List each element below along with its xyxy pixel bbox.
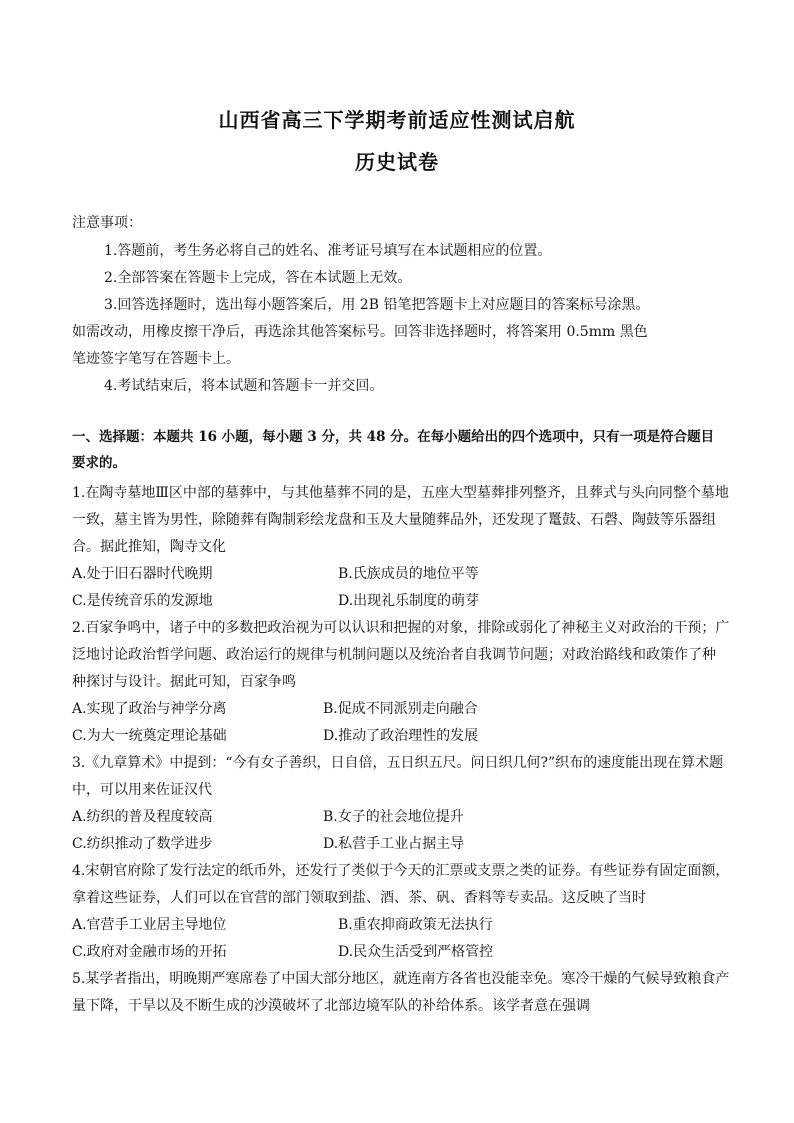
- question-1-stem-line: 一致，墓主皆为男性，除随葬有陶制彩绘龙盘和玉及大量随葬品外，还发现了鼍鼓、石磬、陶鼓等乐器组: [72, 512, 716, 528]
- question-1-option-c: C.是传统音乐的发源地: [72, 593, 213, 609]
- question-2-stem-line: 泛地讨论政治哲学问题、政治运行的规律与机制问题以及统治者自我调节问题；对政治路线和政策作了种: [72, 647, 716, 663]
- section-heading-line: 一、选择题：本题共 16 小题，每小题 3 分，共 48 分。在每小题给出的四个选项中，只有一项是符合题目: [72, 429, 715, 445]
- question-2-option-b: B.促成不同派别走向融合: [323, 701, 478, 717]
- question-1-option-a: A.处于旧石器时代晚期: [72, 566, 213, 582]
- question-1-option-b: B.氏族成员的地位平等: [338, 566, 479, 582]
- question-4-stem-line: 拿着这些证券，人们可以在官营的部门领取到盐、酒、茶、矾、香料等专卖品。这反映了当时: [72, 890, 646, 906]
- question-1-stem-line: 合。据此推知，陶寺文化: [72, 539, 226, 555]
- exam-title: 山西省高三下学期考前适应性测试启航: [218, 108, 576, 132]
- question-4-option-a: A.官营手工业居主导地位: [72, 917, 227, 933]
- question-4-option-b: B.重农抑商政策无法执行: [338, 917, 493, 933]
- question-5-stem-line: 5.某学者指出，明晚期严寒席卷了中国大部分地区，就连南方各省也没能幸免。寒冷干燥的气候导致粮食产: [72, 971, 730, 987]
- section-heading: [72, 424, 722, 476]
- question-4-stem-line: 4.宋朝官府除了发行法定的纸币外，还发行了类似于今天的汇票或支票之类的证券。有些证券有固定面额，: [72, 863, 730, 879]
- question-4-option-c: C.政府对金融市场的开拓: [72, 944, 227, 960]
- question-1-stem-line: 1.在陶寺墓地Ⅲ区中部的墓葬中，与其他墓葬不同的是，五座大型墓葬排列整齐，且葬式与头向同整个墓地: [72, 485, 729, 501]
- question-2-stem-line: 种探讨与设计。据此可知，百家争鸣: [72, 674, 296, 690]
- question-3-option-c: C.纺织推动了数学进步: [72, 836, 213, 852]
- question-2-option-c: C.为大一统奠定理论基础: [72, 728, 227, 744]
- question-1-option-d: D.出现礼乐制度的萌芽: [338, 593, 480, 609]
- notice-line: 1.答题前，考生务必将自己的姓名、准考证号填写在本试题相应的位置。: [104, 243, 552, 259]
- notice-heading: 注意事项：: [72, 215, 142, 231]
- notice-line: 4.考试结束后，将本试题和答题卡一并交回。: [104, 378, 384, 394]
- question-2-option-a: A.实现了政治与神学分离: [72, 701, 227, 717]
- question-2-stem-line: 2.百家争鸣中，诸子中的多数把政治视为可以认识和把握的对象，排除或弱化了神秘主义对政治的干预；广: [72, 620, 730, 636]
- question-2-option-d: D.推动了政治理性的发展: [323, 728, 479, 744]
- exam-subject: 历史试卷: [355, 150, 439, 174]
- notice-line: 笔迹签字笔写在答题卡上。: [72, 351, 240, 367]
- notice-line: 如需改动，用橡皮擦干净后，再选涂其他答案标号。回答非选择题时，将答案用 0.5mm 黑色: [72, 324, 648, 340]
- notice-line: 2.全部答案在答题卡上完成，答在本试题上无效。: [104, 270, 412, 286]
- question-3-stem-line: 中，可以用来佐证汉代: [72, 782, 212, 798]
- question-3-stem-line: 3.《九章算术》中提到：“今有女子善织，日自倍，五日织五尺。问日织几何?”织布的速度能出现在算术题: [72, 755, 724, 771]
- question-3-option-b: B.女子的社会地位提升: [323, 809, 464, 825]
- notice-line: 3.回答选择题时，选出每小题答案后，用 2B 铅笔把答题卡上对应题目的答案标号涂黑。: [104, 297, 650, 313]
- question-3-option-a: A.纺织的普及程度较高: [72, 809, 213, 825]
- question-5-stem-line: 量下降，干旱以及不断生成的沙漠破坏了北部边境军队的补给体系。该学者意在强调: [72, 998, 590, 1014]
- section-heading-line: 要求的。: [72, 455, 126, 471]
- question-3-option-d: D.私营手工业占据主导: [323, 836, 465, 852]
- question-4-option-d: D.民众生活受到严格管控: [338, 944, 494, 960]
